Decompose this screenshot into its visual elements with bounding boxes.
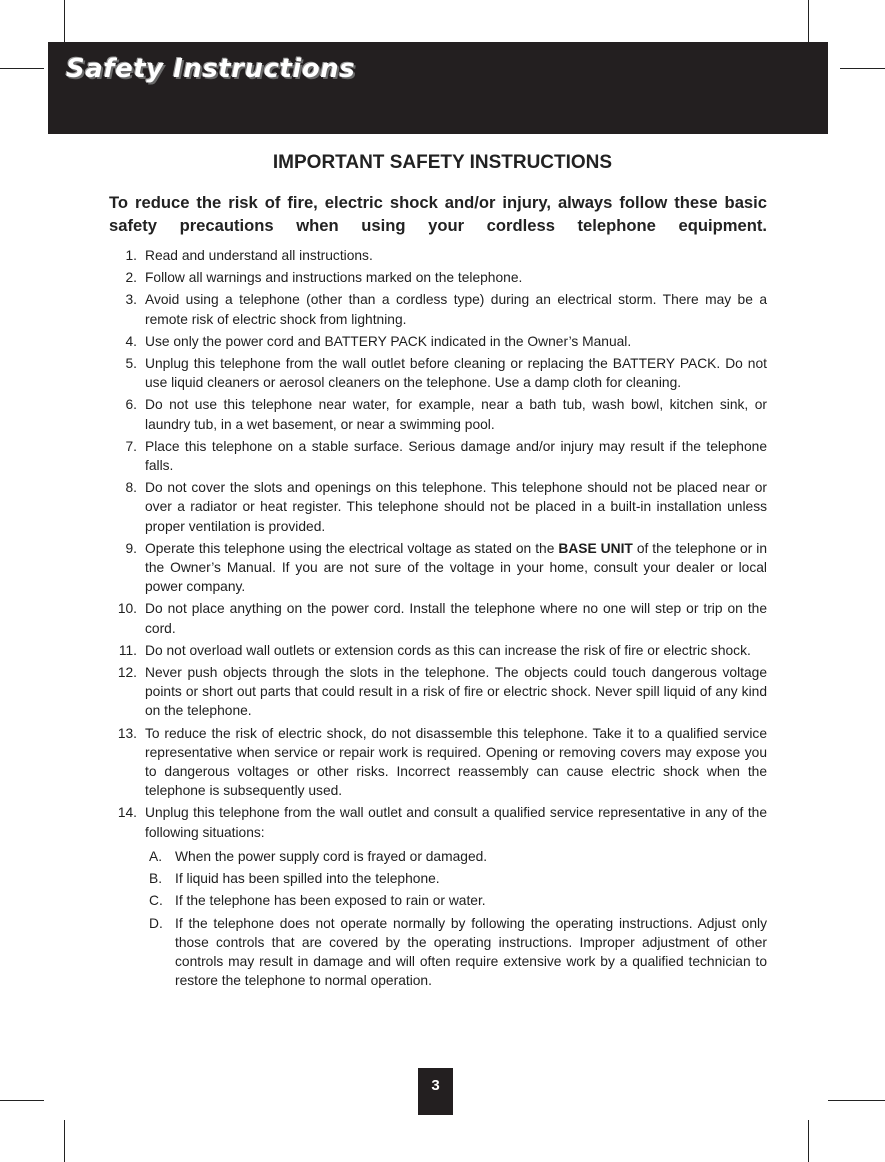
- lead-paragraph: To reduce the risk of fire, electric shock and/or injury, always follow these basic safety precautions when using your cordless telephone equipment.: [109, 193, 767, 235]
- list-item: [125, 539, 767, 597]
- item-number: 6.: [125, 397, 137, 413]
- item-text: of the telephone or in the Owner’s Manual. If you are not sure of the voltage in your home, consult your dealer or local power company.: [145, 540, 767, 595]
- item-text: Avoid using a telephone (other than a cordless type) during an electrical storm. There may be a remote risk of electric shock from lightning.: [145, 292, 767, 327]
- list-item: [125, 246, 767, 265]
- list-item: [125, 290, 767, 328]
- item-number: 1.: [125, 248, 137, 263]
- list-item: [117, 599, 767, 637]
- base-unit-term: BASE UNIT: [558, 540, 633, 556]
- item-text: Use only the power cord and BATTERY PACK indicated in the Owner’s Manual.: [145, 333, 632, 349]
- list-item: [125, 354, 767, 392]
- list-item: [125, 395, 767, 433]
- sub-item: [149, 891, 767, 910]
- item-number: 2.: [125, 270, 137, 286]
- sub-item-text: If liquid has been spilled into the telephone.: [175, 871, 440, 887]
- crop-mark: [808, 1120, 809, 1162]
- list-item: [125, 437, 767, 475]
- list-item: [117, 663, 767, 721]
- item-text: Unplug this telephone from the wall outlet and consult a qualified service representative in any of the following situations:: [145, 805, 767, 840]
- instructions-list: [117, 246, 767, 993]
- sub-item-text: When the power supply cord is frayed or damaged.: [175, 848, 488, 864]
- item-number: 3.: [125, 292, 137, 308]
- item-text: Follow all warnings and instructions marked on the telephone.: [145, 270, 523, 286]
- item-number: 8.: [125, 480, 137, 496]
- item-number: 4.: [125, 333, 137, 349]
- item-text: Place this telephone on a stable surface. Serious damage and/or injury may result if the telephone falls.: [145, 438, 767, 474]
- item-number: 12.: [117, 665, 137, 681]
- sub-item-letter: D.: [149, 915, 163, 931]
- sub-item-letter: A.: [149, 848, 163, 864]
- list-item: [117, 803, 767, 990]
- main-heading: IMPORTANT SAFETY INSTRUCTIONS: [272, 152, 613, 173]
- item-text: To reduce the risk of electric shock, do not disassemble this telephone. Take it to a qualified service representative when service or repair work is required. Opening or removing covers may expose you to dangerous voltages or other risks. Incorrect reassembly can cause electric shock when the telephone is subsequently used.: [145, 725, 767, 799]
- item-text: Read and understand all instructions.: [145, 248, 373, 263]
- crop-mark: [828, 1100, 885, 1101]
- situations-sublist: [145, 847, 767, 990]
- section-title: Safety Instructions: [66, 54, 356, 84]
- crop-mark: [64, 1120, 65, 1162]
- page-number: 3: [418, 1068, 453, 1115]
- crop-mark: [0, 1100, 44, 1101]
- list-item: [125, 478, 767, 536]
- sub-item: [149, 869, 767, 888]
- item-text: Do not cover the slots and openings on this telephone. This telephone should not be placed near or over a radiator or heat register. This telephone should not be placed in a built-in installation unless proper ventilation is provided.: [145, 480, 767, 534]
- item-text: Unplug this telephone from the wall outlet before cleaning or replacing the BATTERY PACK. Do not use liquid cleaners or aerosol cleaners on the telephone. Use a damp cloth for cleaning.: [145, 356, 767, 391]
- sub-item: [149, 914, 767, 991]
- sub-item-text: If the telephone does not operate normally by following the operating instructions. Adjust only those controls that are covered by the operating instructions. Improper adjustment of other controls may result in damage and will often require extensive work by a qualified technician to restore the telephone to normal operation.: [175, 915, 767, 989]
- item-number: 9.: [125, 540, 137, 556]
- item-number: 11.: [118, 642, 137, 658]
- item-number: 10.: [117, 601, 137, 617]
- item-text: Do not use this telephone near water, for example, near a bath tub, wash bowl, kitchen sink, or laundry tub, in a wet basement, or near a swimming pool.: [145, 397, 767, 432]
- sub-item-text: If the telephone has been exposed to rain or water.: [175, 893, 486, 909]
- list-item: [125, 268, 767, 287]
- crop-mark: [0, 68, 44, 69]
- item-text: Do not overload wall outlets or extension cords as this can increase the risk of fire or electric shock.: [145, 642, 751, 658]
- item-number: 7.: [125, 438, 137, 454]
- item-number: 14.: [117, 805, 137, 821]
- item-text: Operate this telephone using the electrical voltage as stated on the: [145, 540, 559, 556]
- item-text: Never push objects through the slots in the telephone. The objects could touch dangerous voltage points or short out parts that could result in a risk of fire or electric shock. Never spill liquid of any kind on the telephone.: [145, 665, 767, 719]
- item-number: 5.: [125, 356, 137, 372]
- crop-mark: [840, 68, 885, 69]
- sub-item: [149, 847, 767, 866]
- crop-mark: [808, 0, 809, 44]
- list-item: [117, 724, 767, 801]
- list-item: [118, 641, 767, 660]
- sub-item-letter: B.: [149, 871, 163, 887]
- item-text: Do not place anything on the power cord. Install the telephone where no one will step or trip on the cord.: [145, 601, 767, 636]
- sub-item-letter: C.: [149, 893, 163, 909]
- item-number: 13.: [117, 725, 137, 741]
- crop-mark: [64, 0, 65, 44]
- list-item: [125, 332, 767, 351]
